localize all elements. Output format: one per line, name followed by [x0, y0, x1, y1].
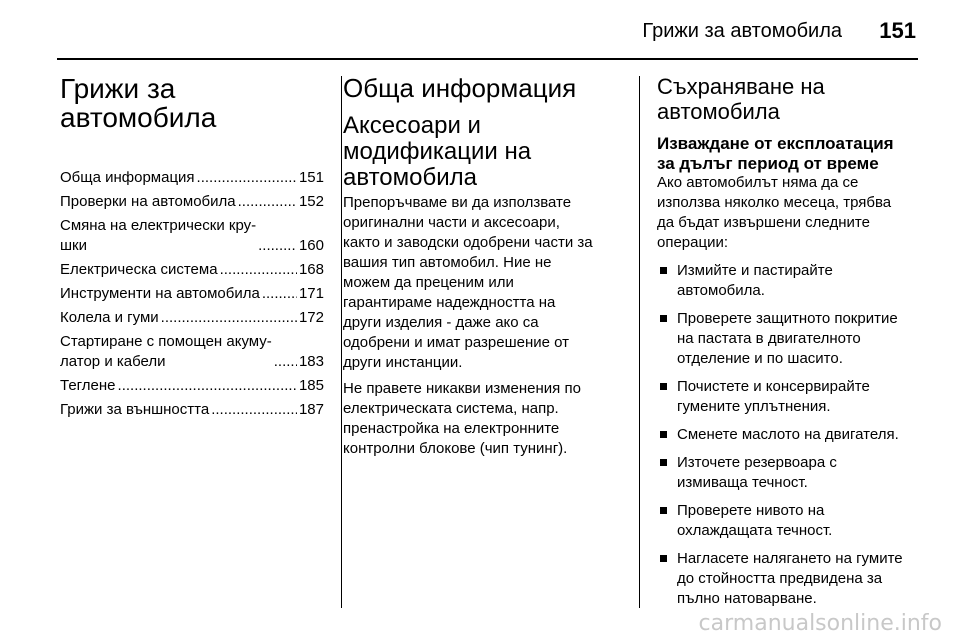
toc-entry-label: Обща информация: [60, 169, 195, 186]
toc-entry-page: 172: [298, 309, 324, 326]
bullet-item: [657, 377, 922, 417]
toc-entry-page: 152: [298, 193, 324, 210]
toc-leader-dots: [258, 236, 297, 256]
subsection-title-accessories: Аксесоари и модификации на автомобила: [343, 112, 532, 191]
toc-leader-dots: [238, 192, 297, 212]
toc-entry[interactable]: [60, 332, 324, 372]
toc-entry[interactable]: [60, 284, 324, 304]
watermark: carmanualsonline.info: [698, 611, 942, 636]
toc-leader-dots: [161, 308, 297, 328]
toc-entry[interactable]: [60, 260, 324, 280]
bullet-text: Проверете нивото на охлаждащата течност.: [677, 502, 833, 539]
toc-entry-label: Стартиране с помощен акуму- латор и кабели: [60, 333, 272, 370]
square-bullet-icon: [660, 507, 667, 514]
toc-leader-dots: [220, 260, 297, 280]
toc-leader-dots: [197, 168, 297, 188]
toc-entry-page: 187: [298, 401, 324, 418]
toc-entry[interactable]: [60, 216, 324, 256]
general-info-column: [343, 74, 627, 459]
bullet-item: [657, 549, 922, 609]
toc-entry-page: 185: [298, 377, 324, 394]
toc-entry-label: Грижи за външността: [60, 401, 210, 418]
section-title-storage: Съхраняване на автомобила: [657, 74, 825, 124]
bullet-text: Нагласете налягането на гумите до стойността предвидена за пълно натоварване.: [677, 550, 903, 607]
square-bullet-icon: [660, 459, 667, 466]
toc-leader-dots: [118, 376, 297, 396]
toc-entry[interactable]: [60, 400, 324, 420]
toc-entry-page: 151: [298, 169, 324, 186]
table-of-contents: [60, 168, 324, 420]
bullet-item: [657, 453, 922, 493]
chapter-column: [60, 74, 324, 424]
toc-leader-dots: [211, 400, 297, 420]
bullet-text: Сменете маслото на двигателя.: [677, 426, 899, 443]
section-title-general-info: Обща информация: [343, 73, 577, 103]
toc-entry-label: Смяна на електрически кру- шки: [60, 217, 257, 254]
running-header-title: Грижи за автомобила: [642, 20, 842, 42]
bullet-text: Проверете защитното покритие на пастата в двигателното отделение и по шасито.: [677, 310, 898, 367]
toc-leader-dots: [274, 352, 297, 372]
square-bullet-icon: [660, 431, 667, 438]
bullet-item: [657, 309, 922, 369]
toc-entry-page: 168: [298, 261, 324, 278]
toc-entry-label: Електрическа система: [60, 261, 218, 278]
toc-entry-label: Теглене: [60, 377, 116, 394]
bullet-item: [657, 501, 922, 541]
square-bullet-icon: [660, 383, 667, 390]
bullet-item: [657, 425, 922, 445]
square-bullet-icon: [660, 555, 667, 562]
paragraph-electrical: Не правете никакви изменения по електрическата система, напр. пренастройка на електронните контролни блокове (чип тунинг).: [343, 380, 581, 457]
header-rule: [57, 58, 918, 60]
toc-leader-dots: [262, 284, 297, 304]
subsection-title-decommission: Изваждане от експлоатация за дълъг период от време: [657, 134, 894, 173]
column-divider-right: [639, 76, 640, 608]
toc-entry-page: 160: [298, 237, 324, 254]
toc-entry[interactable]: [60, 376, 324, 396]
toc-entry-page: 183: [298, 353, 324, 370]
chapter-title: Грижи за автомобила: [60, 73, 217, 133]
toc-entry[interactable]: [60, 308, 324, 328]
column-divider-left: [341, 76, 342, 608]
page-number: 151: [879, 18, 916, 43]
toc-entry-label: Инструменти на автомобила: [60, 285, 260, 302]
toc-entry-label: Проверки на автомобила: [60, 193, 236, 210]
bullet-text: Измийте и пастирайте автомобила.: [677, 262, 833, 299]
bullet-text: Почистете и консервирайте гумените уплътнения.: [677, 378, 870, 415]
storage-bullet-list: [657, 261, 922, 609]
square-bullet-icon: [660, 315, 667, 322]
toc-entry-label: Колела и гуми: [60, 309, 159, 326]
toc-entry-page: 171: [298, 285, 324, 302]
square-bullet-icon: [660, 267, 667, 274]
paragraph-storage-intro: Ако автомобилът няма да се използва няколко месеца, трябва да бъдат извършени следните операции:: [657, 174, 892, 251]
bullet-text: Източете резервоара с измиваща течност.: [677, 454, 837, 491]
toc-entry[interactable]: [60, 192, 324, 212]
bullet-item: [657, 261, 922, 301]
storage-column: [657, 74, 922, 617]
toc-entry[interactable]: [60, 168, 324, 188]
paragraph-accessories: Препоръчваме ви да използвате оригинални части и аксесоари, както и заводски одобрени части за вашия тип автомобил. Ние не можем да преценим или гарантираме надеждността на други изделия - даже ако са одобрени и имат разрешение от други инстанции.: [343, 194, 593, 371]
